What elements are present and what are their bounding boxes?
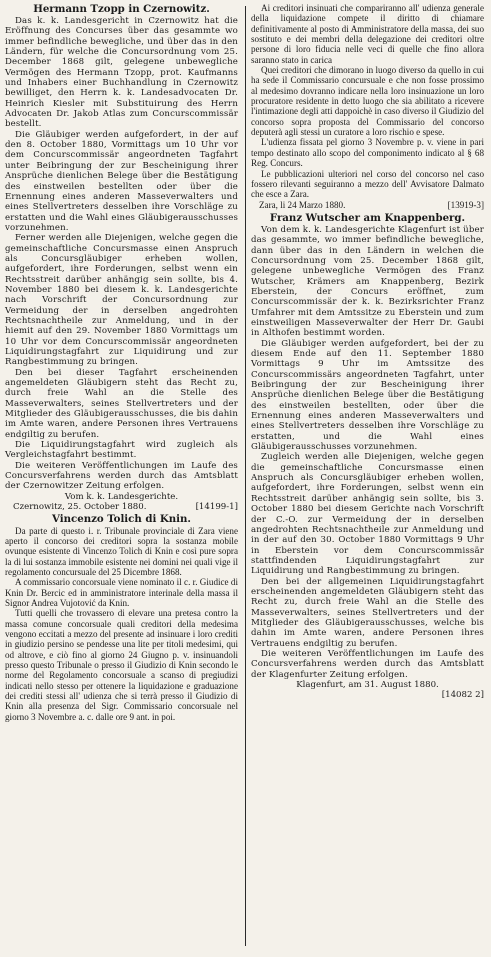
notice-paragraph: Tutti quelli che trovassero di elevare una pretesa contro la massa comune concorsuale quali creditori della medesima vengono eccitati a mezzo del presente ad insinuare i loro crediti in giudizio persino se pendesse una lite per titoli medesimi, qui od altrove, e ciò fino al giorno 24 Giugno p. v. insinuandoli presso questo Tribunale o presso il Giudizio di Knin secondo le norme del Regolamento concorsuale a scanso di pregiudizi indicati nello stesso per ottenere la liquidazione e graduazione dei crediti stessi all' udienza che si terrà presso il Giudizio di Knin alla presenza del Sigr. Commissario concorsuale nel giorno 3 Novembre a. c. dalle ore 9 ant. in poi. [5,608,238,722]
notice-paragraph: L'udienza fissata pel giorno 3 Novembre p. v. viene in pari tempo destinato allo scopo del componimento indicato al § 68 Reg. Concurs. [251,137,484,169]
notice-tolich-continued [251,3,484,210]
notice-signature-line [5,502,238,512]
left-column [5,3,238,722]
notice-wutscher [251,212,484,701]
notice-paragraph: A commissario concorsuale viene nominato il c. r. Giudice di Knin Dr. Bercic ed in amministratore interinale della massa il Signor Andrea Vujotović da Knin. [5,577,238,608]
notice-place-date: Klagenfurt, am 31. August 1880. [296,680,439,690]
notice-paragraph: Von dem k. k. Landesgerichte Klagenfurt ist über das gesammte, wo immer befindliche bewegliche, dann über das in den Ländern in welchen die Concursordnung vom 25. December 1868 gilt, gelegene unbewegliche Vermögen des Franz Wutscher, Krämers am Knappenberg, Bezirk Eberstein, der Concurs eröffnet, zum Concurscommissär der k. k. Bezirksrichter Franz Umfahrer mit dem Amtssitze zu Eberstein und zum einstweiligen Masseverwalter der Herr Dr. Gaubi in Althofen bestimmt worden. [251,224,484,339]
notice-paragraph: Das k. k. Landesgericht in Czernowitz hat die Eröffnung des Concurses über das gesammte wo immer befindliche bewegliche, und über das in den Ländern, für welche die Concursordnung vom 25. December 1868 gilt, gelegene unbewegliche Vermögen des Hermann Tzopp, prot. Kaufmanns und Inhabers einer Buchhandlung in Czernowitz bewilliget, den Herrn k. k. Landesadvocaten Dr. Heinrich Kiesler mit Substituirung des Herrn Advocaten Dr. Jakob Atlas zum Concurscommissär bestellt. [5,16,238,130]
notice-paragraph: Ai creditori insinuati che compariranno all' udienza generale della liquidazione compete il diritto di chiamare definitivamente al posto di Amministratore della massa, dei suo sostituto e dei membri della delegazione dei creditori oltre persone di loro fiducia nelle veci di quelle che fino allora saranno stato in carica [251,3,484,65]
notice-paragraph: Da parte di questo i. r. Tribunale provinciale di Zara viene aperto il concorso dei creditori sopra la sostanza mobile ovunque esistente di Vincenzo Tolich di Knin e così pure sopra la di lui sostanza immobile esistente nei domini nei quali vige il regolamento concursuale del 25 Dicembre 1868. [5,525,238,577]
notice-tolich [5,513,238,723]
column-divider [245,6,246,946]
notice-paragraph: Le pubblicazioni ulteriori nel corso del concorso nel caso fossero rilevanti seguiranno a mezzo dell' Avvisatore Dalmato che esce a Zara. [251,168,484,200]
notice-paragraph: Den bei dieser Tagfahrt erscheinenden angemeldeten Gläubigern steht das Recht zu, durch freie Wahl an die Stelle des Masseverwalters, seines Stellvertreters und der Mitglieder des Gläubigerausschusses, die bis dahin im Amte waren, andere Personen ihres Vertrauens endgiltig zu berufen. [5,367,238,440]
notice-place-date: Czernowitz, 25. October 1880. [13,502,147,513]
notice-paragraph: Den bei der allgemeinen Liquidirungstagfahrt erscheinenden angemeldeten Gläubigern steht das Recht zu, durch freie Wahl an die Stelle des Masseverwalters, seines Stellvertreters und der Mitglieder des Gläubigerausschusses, welche bis dahin im Amte waren, andere Personen ihres Vertrauens endgiltig zu berufen. [251,576,484,649]
notice-paragraph: Die Gläubiger werden aufgefordert, in der auf den 8. October 1880, Vormittags um 10 Uhr vor dem Concurscommissär angeordneten Tagfahrt unter Beibringung der zur Bescheinigung ihrer Ansprüche dienlichen Belege über die Bestätigung des einstweilen bestellten oder über die Ernennung eines anderen Masseverwalters und eines Stellvertreters desselben ihre Vorschläge zu erstatten und die Wahl eines Gläubigerausschusses vorzunehmen. [5,129,238,233]
notice-tzopp [5,3,238,513]
notice-signature-line [251,200,484,210]
notice-heading: Franz Wutscher am Knappenberg. [269,211,466,224]
notice-paragraph: Die Gläubiger werden aufgefordert, bei der zu diesem Ende auf den 11. September 1880 Vormittags 9 Uhr im Amtssitze des Concurscommissärs angeordneten Tagfahrt, unter Beibringung der zur Bescheinigung ihrer Ansprüche dienlichen Belege über die Bestätigung des einstweilen bestellten, oder über die Ernennung eines anderen Masseverwalters und eines Stellvertreters desselben ihre Vorschläge zu erstatten, und die Wahl eines Gläubigerausschusses vorzunehmen. [251,338,484,453]
notice-paragraph: Quei creditori che dimorano in luogo diverso da quello in cui ha sede il Commissario concursuale e che non fosse prossimo al medesimo dovranno indicare nella loro insinuazione un loro procuratore residente in detto luogo che sia abilitato a ricevere l'intimazione degli atti dappoichè in caso diverso il Giudizio del concorso sopra proposta del Commissario del concorso deputerà agli stessi un curatore a loro rischio e spese. [251,65,484,138]
notice-reference: [14199-1] [195,502,238,513]
notice-paragraph: Die weiteren Veröffentlichungen im Laufe des Concursverfahrens werden durch das Amtsblatt der Czernowitzer Zeitung erfolgen. [5,460,238,492]
notice-heading: Hermann Tzopp in Czernowitz. [33,3,210,15]
notice-paragraph: Die Liquidirungstagfahrt wird zugleich als Vergleichstagfahrt bestimmt. [5,440,238,461]
notice-paragraph: Die weiteren Veröffentlichungen im Laufe des Concursverfahrens werden durch das Amtsblatt der Klagenfurter Zeitung erfolgen. [251,648,484,680]
notice-heading: Vincenzo Tolich di Knin. [52,512,191,525]
notice-reference: [13919-3] [447,199,484,210]
notice-paragraph: Zugleich werden alle Diejenigen, welche gegen die gemeinschaftliche Concursmasse einen Anspruch als Concursgläubiger erheben wollen, aufgefordert, ihre Forderungen, selbst wenn ein Rechtsstreit darüber anhängig sein sollte, bis 3. October 1880 bei diesem Gerichte nach Vorschrift der C.-O. zur Vermeidung der in derselben angedrohten Rechtsnachtheile zur Anmeldung und in der auf den 30. October 1880 Vormittags 9 Uhr in Eberstein vor dem Concurscommissär stattfindenden Liquidirungstagfahrt zur Liquidirung und Rangbestimmung zu bringen. [251,452,484,577]
notice-place-date: Zara, li 24 Marzo 1880. [259,199,346,210]
notice-paragraph: Ferner werden alle Diejenigen, welche gegen die gemeinschaftliche Concursmasse einen Anspruch als Concursgläubiger erheben wollen, aufgefordert, ihre Forderungen, selbst wenn ein Rechtsstreit darüber anhängig sein sollte, bis 4. November 1880 bei diesem k. k. Landesgerichte nach Vorschrift der Concursordnung zur Vermeidung der in derselben angedrohten Rechtsnachtheile zur Anmeldung, und in der hiemit auf den 29. November 1880 Vormittags um 10 Uhr vor dem Concurscommissär angeordneten Liquidirungstagfahrt zur Liquidirung und zur Rangbestimmung zu bringen. [5,233,238,368]
notice-reference: [14082 2] [441,690,484,701]
right-column [251,3,484,701]
notice-issuer: Vom k. k. Landesgerichte. [64,491,179,502]
